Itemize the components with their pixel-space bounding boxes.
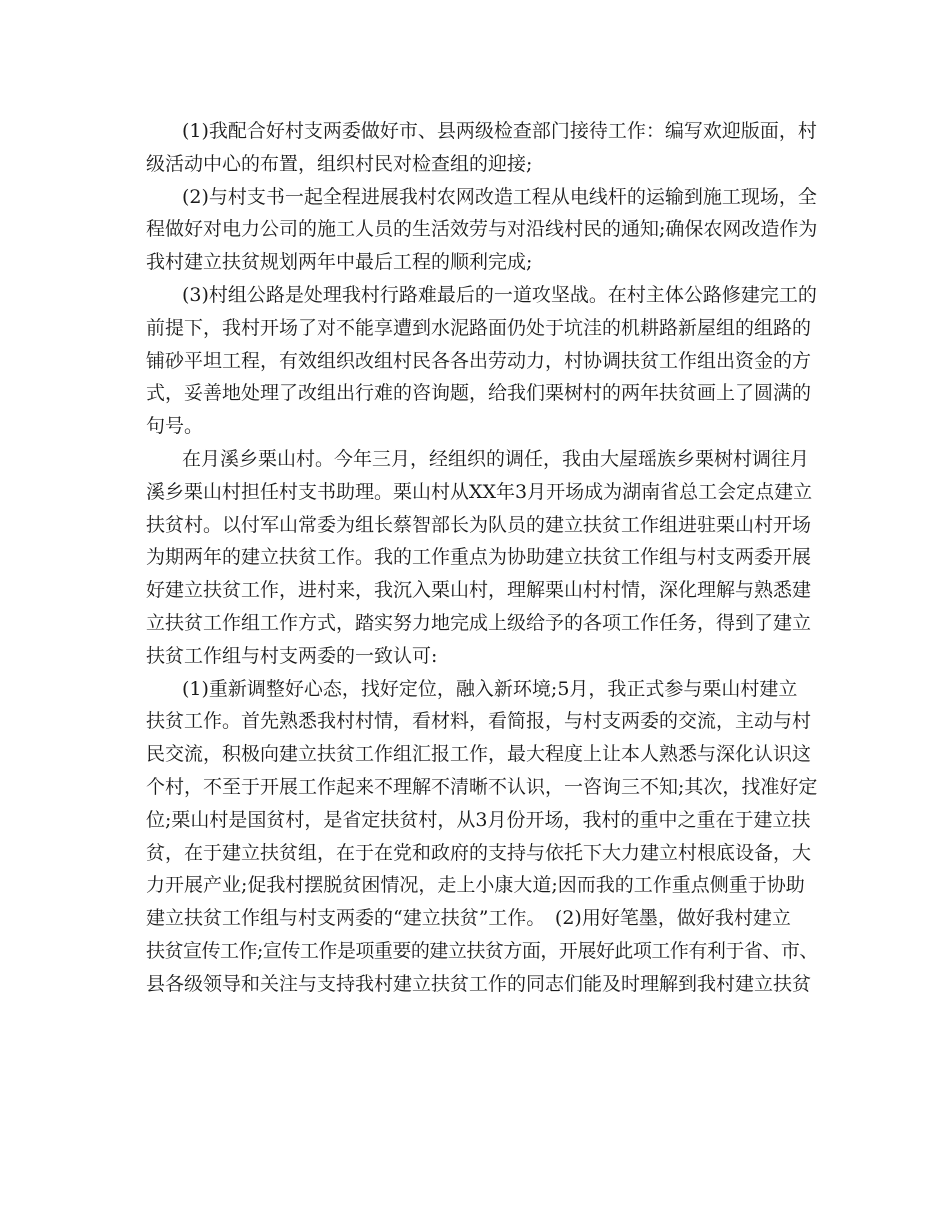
text-line: 扶贫工作组与村支两委的一致认可: (146, 644, 438, 667)
text-line: 好建立扶贫工作，进村来，我沉入栗山村，理解栗山村村情，深化理解与熟悉建 (146, 579, 812, 602)
text-line: 句号。 (146, 415, 204, 438)
text-line: 我村建立扶贫规划两年中最后工程的顺利完成; (146, 251, 533, 274)
text-line: 民交流，积极向建立扶贫工作组汇报工作，最大程度上让本人熟悉与深化认识这 (146, 743, 812, 766)
text-line: 扶贫村。以付军山常委为组长蔡智部长为队员的建立扶贫工作组进驻栗山村开场 (146, 513, 812, 536)
text-line: (2)与村支书一起全程进展我村农网改造工程从电线杆的运输到施工现场，全 (182, 185, 817, 208)
text-line: 力开展产业;促我村摆脱贫困情况，走上小康大道;因而我的工作重点侧重于协助 (146, 874, 805, 897)
text-line: 式，妥善地处理了改组出行难的咨询题，给我们栗树村的两年扶贫画上了圆满的 (146, 382, 812, 405)
text-line: 扶贫宣传工作;宣传工作是项重要的建立扶贫方面，开展好此项工作有利于省、市、 (146, 939, 818, 962)
text-line: 程做好对电力公司的施工人员的生活效劳与对沿线村民的通知;确保农网改造作为 (146, 218, 818, 241)
text-line: 溪乡栗山村担任村支书助理。栗山村从XX年3月开场成为湖南省总工会定点建立 (146, 480, 813, 503)
text-line: 在月溪乡栗山村。今年三月，经组织的调任，我由大屋瑶族乡栗树村调往月 (182, 447, 810, 470)
text-line: 位;栗山村是国贫村，是省定扶贫村，从3月份开场，我村的重中之重在于建立扶 (146, 808, 811, 831)
text-line: (3)村组公路是处理我村行路难最后的一道攻坚战。在村主体公路修建完工的 (182, 283, 817, 306)
text-line: 级活动中心的布置，组织村民对检查组的迎接; (146, 152, 533, 175)
document-body (146, 115, 826, 1001)
text-line: 个村，不至于开展工作起来不理解不清晰不认识，一咨询三不知;其次，找准好定 (146, 775, 818, 798)
text-line: 铺砂平坦工程，有效组织改组村民各各出劳动力，村协调扶贫工作组出资金的方 (146, 349, 812, 372)
text-line: 为期两年的建立扶贫工作。我的工作重点为协助建立扶贫工作组与村支两委开展 (146, 546, 812, 569)
text-line: 扶贫工作。首先熟悉我村村情，看材料，看简报，与村支两委的交流，主动与村 (146, 710, 812, 733)
text-line: 县各级领导和关注与支持我村建立扶贫工作的同志们能及时理解到我村建立扶贫 (146, 972, 812, 995)
text-line: 前提下，我村开场了对不能享遭到水泥路面仍处于坑洼的机耕路新屋组的组路的 (146, 316, 812, 339)
text-line: 贫，在于建立扶贫组，在于在党和政府的支持与依托下大力建立村根底设备，大 (146, 841, 812, 864)
text-line: 建立扶贫工作组与村支两委的“建立扶贫”工作。 (2)用好笔墨，做好我村建立 (146, 907, 791, 930)
text-line: (1)重新调整好心态，找好定位，融入新环境;5月，我正式参与栗山村建立 (182, 677, 798, 700)
text-line: 立扶贫工作组工作方式，踏实努力地完成上级给予的各项工作任务，得到了建立 (146, 611, 812, 634)
text-line: (1)我配合好村支两委做好市、县两级检查部门接待工作：编写欢迎版面，村 (182, 120, 817, 142)
